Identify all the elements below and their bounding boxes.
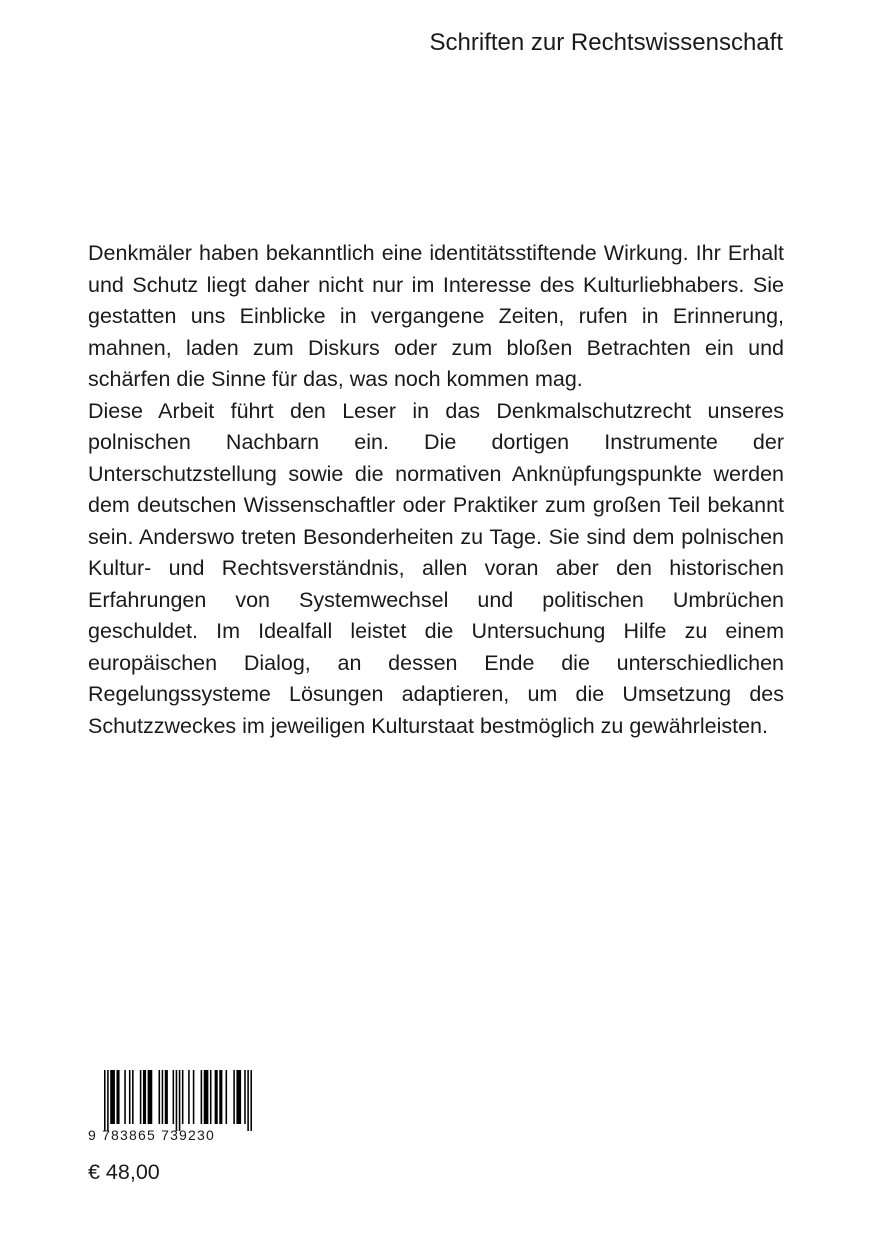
barcode-digits: 9 783865 739230 bbox=[88, 1127, 215, 1143]
barcode-bar-20 bbox=[204, 1070, 209, 1124]
barcode-bar-29 bbox=[250, 1070, 252, 1131]
barcode-bar-27 bbox=[244, 1070, 246, 1124]
barcode-bar-3 bbox=[116, 1070, 119, 1124]
barcode-bar-19 bbox=[201, 1070, 203, 1124]
barcode-bar-7 bbox=[140, 1070, 142, 1124]
barcode-bar-11 bbox=[162, 1070, 164, 1124]
barcode-bar-21 bbox=[210, 1070, 212, 1124]
barcode-bar-28 bbox=[247, 1070, 249, 1131]
barcode-bar-17 bbox=[188, 1070, 190, 1124]
barcode-bar-18 bbox=[193, 1070, 195, 1124]
barcode-bar-25 bbox=[233, 1070, 235, 1124]
barcode-bar-6 bbox=[132, 1070, 134, 1124]
barcode-bar-9 bbox=[148, 1070, 153, 1124]
barcode-bar-15 bbox=[179, 1070, 181, 1131]
barcode-bar-8 bbox=[143, 1070, 146, 1124]
barcode-icon bbox=[88, 1070, 252, 1132]
barcode-bar-24 bbox=[226, 1070, 228, 1124]
blurb-text bbox=[88, 238, 784, 742]
barcode-bar-23 bbox=[219, 1070, 222, 1124]
series-title: Schriften zur Rechtswissenschaft bbox=[429, 29, 783, 56]
barcode-bar-5 bbox=[129, 1070, 131, 1124]
barcode-bar-12 bbox=[165, 1070, 168, 1124]
isbn-barcode bbox=[88, 1070, 252, 1143]
blurb-paragraph-1: Denkmäler haben bekanntlich eine identitätsstiftende Wirkung. Ihr Erhalt und Schutz liegt daher nicht nur im Interesse des Kulturliebhabers. Sie gestatten uns Einblicke in vergangene Zeiten, rufen in Erinnerung, mahnen, laden zum Diskurs oder zum bloßen Betrachten ein und schärfen die Sinne für das, was noch kommen mag. bbox=[88, 241, 784, 391]
barcode-bar-22 bbox=[215, 1070, 218, 1124]
barcode-bar-13 bbox=[173, 1070, 175, 1124]
barcode-bar-10 bbox=[159, 1070, 161, 1124]
barcode-bar-14 bbox=[176, 1070, 178, 1131]
price: € 48,00 bbox=[88, 1160, 160, 1184]
barcode-bar-1 bbox=[107, 1070, 109, 1131]
barcode-bar-26 bbox=[236, 1070, 241, 1124]
barcode-bar-4 bbox=[124, 1070, 126, 1124]
barcode-bar-16 bbox=[182, 1070, 184, 1124]
barcode-bar-2 bbox=[110, 1070, 115, 1124]
blurb-paragraph-2: Diese Arbeit führt den Leser in das Denkmalschutzrecht unseres polnischen Nachbarn ein. Die dortigen Instrumente der Unterschutzstellung sowie die normativen Anknüpfungspunkte werden dem deutschen Wissenschaftler oder Praktiker zum großen Teil bekannt sein. Anderswo treten Besonderheiten zu Tage. Sie sind dem polnischen Kultur- und Rechtsverständnis, allen voran aber den historischen Erfahrungen von Systemwechsel und politischen Umbrüchen geschuldet. Im Idealfall leistet die Untersuchung Hilfe zu einem europäischen Dialog, an dessen Ende die unterschiedlichen Regelungssysteme Lösungen adaptieren, um die Umsetzung des Schutzzweckes im jeweiligen Kulturstaat bestmöglich zu gewährleisten. bbox=[88, 398, 784, 738]
barcode-bar-0 bbox=[104, 1070, 106, 1131]
